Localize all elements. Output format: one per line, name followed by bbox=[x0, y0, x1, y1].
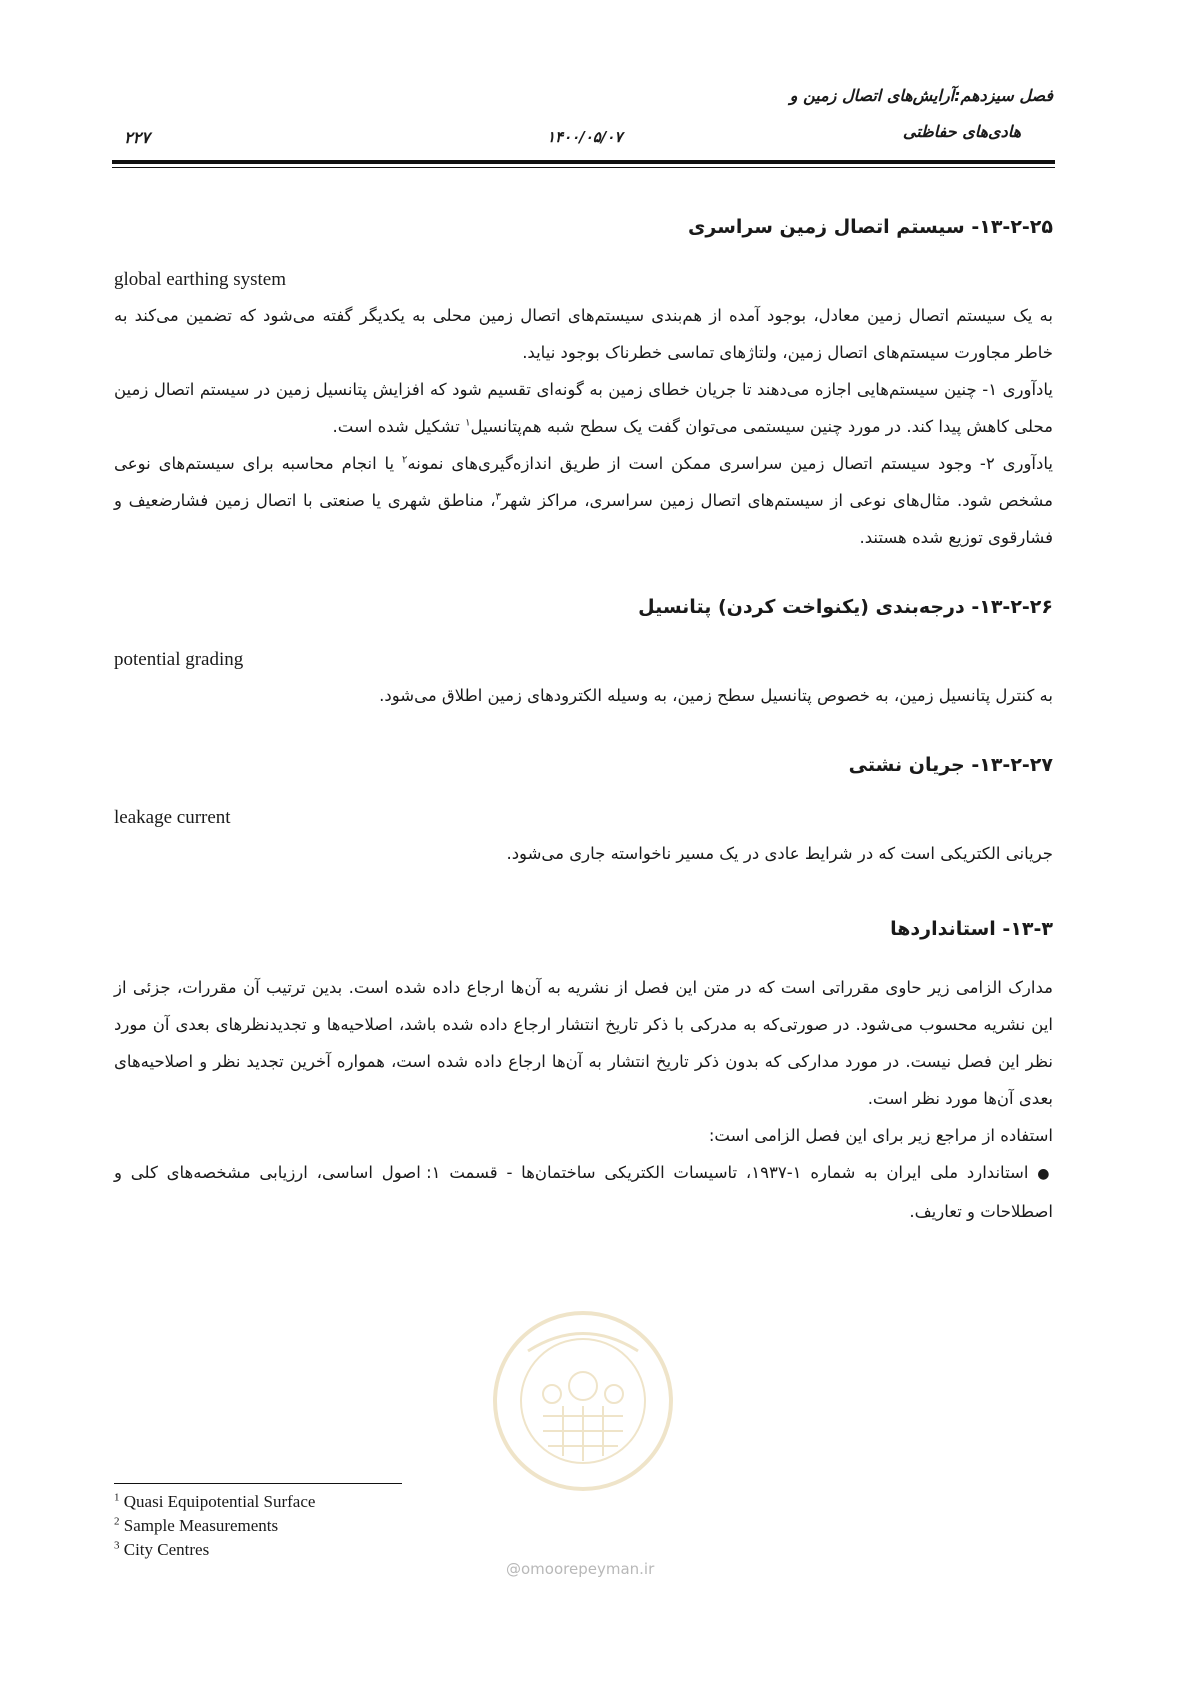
footnote-number: 2 bbox=[114, 1515, 120, 1528]
header-rule-thin bbox=[112, 167, 1055, 168]
page-body bbox=[114, 214, 1053, 1230]
note-text: ، مناطق شهری یا صنعتی با اتصال زمین فشارضعیف و فشارقوی توزیع شده هستند. bbox=[114, 491, 1053, 547]
footnote-ref: ۳ bbox=[495, 491, 501, 503]
note-paragraph bbox=[114, 371, 1053, 445]
section-heading: ۱۳-۲-۲۶- درجه‌بندی (یکنواخت کردن) پتانسیل bbox=[638, 596, 1053, 618]
footnote-text: Sample Measurements bbox=[123, 1516, 279, 1535]
chapter-subtitle: هادی‌های حفاظتی bbox=[902, 122, 1021, 141]
english-term: potential grading bbox=[114, 649, 244, 670]
note-paragraph bbox=[114, 445, 1053, 556]
definition-paragraph: به یک سیستم اتصال زمین معادل، بوجود آمده از هم‌بندی سیستم‌های اتصال زمین محلی به یکدیگر گفته می‌شود که تضمین می‌کند به خاطر مجاورت سیستم‌های اتصال زمین، ولتاژهای تماسی خطرناک بوجود نیاید. bbox=[114, 306, 1053, 362]
definition-paragraph: به کنترل پتانسیل زمین، به خصوص پتانسیل سطح زمین، به وسیله الکترودهای زمین اطلاق می‌شود. bbox=[379, 686, 1053, 705]
watermark-url: @omoorepeyman.ir bbox=[506, 1560, 655, 1578]
footnote-separator bbox=[114, 1483, 402, 1484]
english-term: leakage current bbox=[114, 807, 231, 828]
note-text: یادآوری ۲- وجود سیستم اتصال زمین سراسری ممکن است از طریق اندازه‌گیری‌های نمونه bbox=[407, 454, 1053, 473]
page-number: ۲۲۷ bbox=[124, 128, 150, 147]
footnote-text: Quasi Equipotential Surface bbox=[123, 1492, 316, 1511]
footnote-item bbox=[114, 1514, 315, 1538]
footnote-ref: ۲ bbox=[402, 454, 408, 466]
english-term: global earthing system bbox=[114, 269, 287, 290]
body-paragraph: استفاده از مراجع زیر برای این فصل الزامی است: bbox=[708, 1126, 1053, 1145]
footnote-text: City Centres bbox=[123, 1540, 210, 1559]
note-text: یا انجام محاسبه برای سیستم‌های نوعی مشخص شود. مثال‌های نوعی از سیستم‌های اتصال زمین سراسری، مراکز شهر bbox=[114, 454, 1053, 510]
note-text: تشکیل شده است. bbox=[332, 417, 460, 436]
chapter-title: فصل سیزدهم:آرایش‌های اتصال زمین و bbox=[789, 86, 1053, 105]
header-rule-thick bbox=[112, 160, 1055, 164]
definition-paragraph: جریانی الکتریکی است که در شرایط عادی در یک مسیر ناخواسته جاری می‌شود. bbox=[506, 844, 1053, 863]
footnote-item bbox=[114, 1490, 315, 1514]
footnote-ref: ۱ bbox=[465, 417, 471, 429]
header-date: ۱۴۰۰/۰۵/۰۷ bbox=[547, 128, 623, 146]
publisher-watermark-logo bbox=[488, 1306, 678, 1496]
section-heading: ۱۳-۲-۲۵- سیستم اتصال زمین سراسری bbox=[687, 216, 1053, 238]
footnote-number: 3 bbox=[114, 1539, 120, 1552]
footnotes bbox=[114, 1490, 315, 1562]
footnote-number: 1 bbox=[114, 1491, 120, 1504]
note-text: یادآوری ۱- چنین سیستم‌هایی اجازه می‌دهند تا جریان خطای زمین به گونه‌ای تقسیم شود که افزایش پتانسیل زمین در سیستم اتصال زمین محلی کاهش پیدا کند. در مورد چنین سیستمی می‌توان گفت یک سطح شبه هم‌پتانسیل bbox=[114, 380, 1053, 436]
bullet-icon: ● bbox=[1037, 1166, 1054, 1182]
footnote-item bbox=[114, 1538, 315, 1562]
section-heading: ۱۳-۳- استانداردها bbox=[890, 918, 1053, 940]
reference-list-item bbox=[114, 1154, 1053, 1230]
body-paragraph: مدارک الزامی زیر حاوی مقرراتی است که در متن این فصل از نشریه به آن‌ها ارجاع داده شده است. بدین ترتیب آن مقررات، جزئی از این نشریه محسوب می‌شود. در صورتی‌که به مدرکی با ذکر تاریخ انتشار ارجاع داده شده باشد، اصلاحیه‌ها و تجدیدنظرهای بعدی آن مورد نظر این فصل نیست. در مورد مدارکی که بدون ذکر تاریخ انتشار به آن‌ها ارجاع داده شده است، همواره آخرین تجدید نظر و اصلاحیه‌های بعدی آن‌ها مورد نظر است. bbox=[114, 978, 1053, 1108]
reference-text: استاندارد ملی ایران به شماره ۱-۱۹۳۷، تاسیسات الکتریکی ساختمان‌ها - قسمت ۱: اصول اساسی، ارزیابی مشخصه‌های کلی و اصطلاحات و تعاریف. bbox=[114, 1163, 1053, 1221]
section-heading: ۱۳-۲-۲۷- جریان نشتی bbox=[848, 754, 1053, 776]
